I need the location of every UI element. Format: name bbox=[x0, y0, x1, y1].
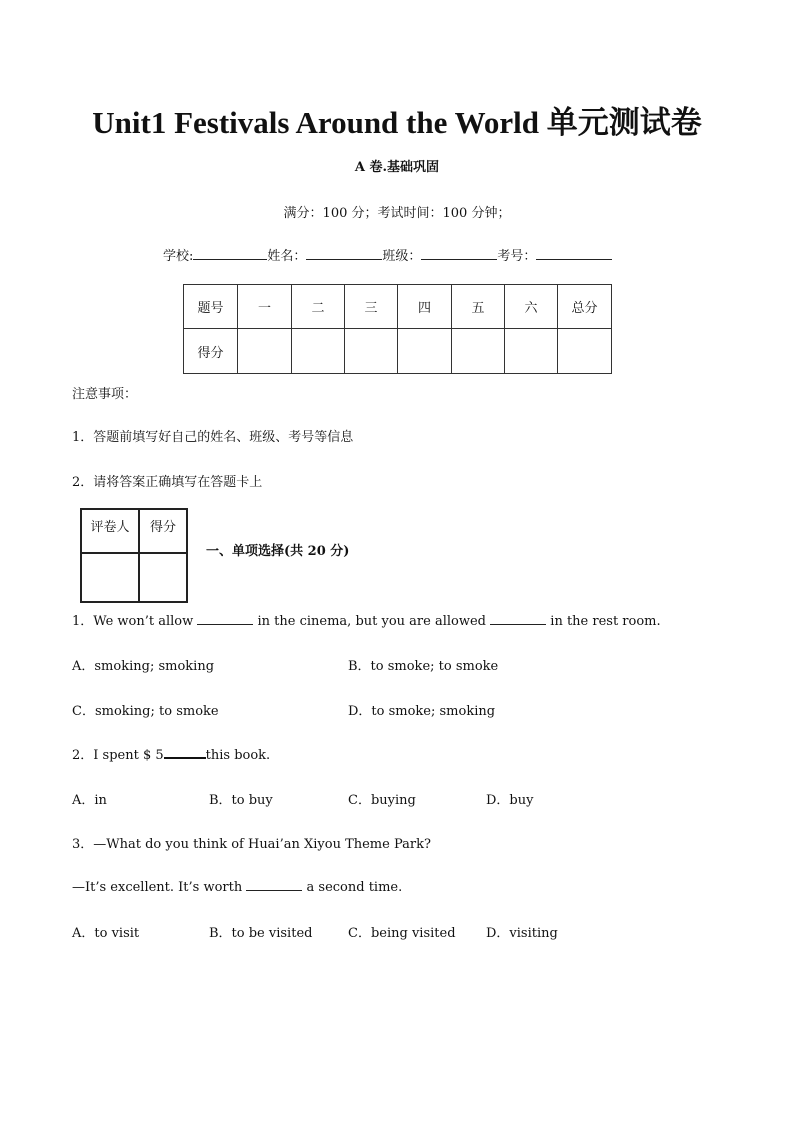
score-header-cell: 四 bbox=[398, 285, 452, 329]
option-d[interactable]: D．visiting bbox=[486, 926, 558, 941]
notice-item: 1．答题前填写好自己的姓名、班级、考号等信息 bbox=[72, 430, 354, 445]
class-label: 班级： bbox=[382, 249, 422, 264]
question-text: in the cinema, but you are allowed bbox=[257, 614, 486, 629]
option-c[interactable]: C．smoking; to smoke bbox=[72, 704, 219, 719]
score-cell[interactable] bbox=[345, 329, 398, 374]
answer-blank[interactable] bbox=[246, 878, 302, 891]
notice-heading: 注意事项： bbox=[72, 387, 138, 402]
class-blank bbox=[421, 245, 497, 260]
exam-meta: 满分：100 分；考试时间：100 分钟； bbox=[283, 206, 511, 221]
score-cell[interactable] bbox=[292, 329, 345, 374]
question-3-response bbox=[72, 878, 402, 895]
section-title: 一、单项选择(共 20 分) bbox=[206, 544, 350, 559]
answer-blank[interactable] bbox=[164, 745, 206, 759]
score-cell[interactable] bbox=[558, 329, 612, 374]
option-b[interactable]: B．to buy bbox=[209, 793, 273, 808]
score-cell[interactable] bbox=[505, 329, 558, 374]
score-table bbox=[183, 284, 612, 374]
option-d[interactable]: D．buy bbox=[486, 793, 534, 808]
question-text: this book. bbox=[205, 748, 271, 763]
option-d[interactable]: D．to smoke; smoking bbox=[348, 704, 496, 719]
question-text: 1．We won’t allow bbox=[72, 614, 194, 629]
option-c[interactable]: C．buying bbox=[348, 793, 416, 808]
option-a[interactable]: A．in bbox=[72, 793, 107, 808]
score-row-label: 得分 bbox=[184, 329, 238, 374]
name-blank bbox=[306, 245, 382, 260]
score-header-cell: 一 bbox=[238, 285, 292, 329]
answer-blank[interactable] bbox=[197, 612, 253, 625]
score-header-cell: 六 bbox=[505, 285, 558, 329]
question-2 bbox=[72, 744, 270, 763]
score-header-cell: 二 bbox=[292, 285, 345, 329]
score-header-cell: 总分 bbox=[558, 285, 612, 329]
option-a[interactable]: A．smoking; smoking bbox=[72, 659, 215, 674]
option-b[interactable]: B．to be visited bbox=[209, 926, 313, 941]
score-cell[interactable] bbox=[238, 329, 292, 374]
option-c[interactable]: C．being visited bbox=[348, 926, 456, 941]
score-cell[interactable] bbox=[452, 329, 505, 374]
page-subtitle: A 卷.基础巩固 bbox=[354, 160, 440, 175]
grader-table bbox=[80, 508, 188, 603]
number-label: 考号： bbox=[497, 249, 537, 264]
question-text: —It’s excellent. It’s worth bbox=[72, 880, 243, 895]
score-header-cell: 五 bbox=[452, 285, 505, 329]
school-label: 学校: bbox=[163, 249, 194, 264]
grader-score-label: 得分 bbox=[139, 509, 187, 553]
score-cell[interactable] bbox=[398, 329, 452, 374]
question-text: a second time. bbox=[306, 880, 403, 895]
option-a[interactable]: A．to visit bbox=[72, 926, 140, 941]
score-table-header-row bbox=[184, 285, 612, 329]
question-3: 3．—What do you think of Huai’an Xiyou Theme Park? bbox=[72, 837, 431, 852]
question-1 bbox=[72, 610, 661, 629]
student-info-row bbox=[163, 245, 612, 264]
score-header-cell: 题号 bbox=[184, 285, 238, 329]
name-label: 姓名： bbox=[267, 249, 307, 264]
option-b[interactable]: B．to smoke; to smoke bbox=[348, 659, 499, 674]
score-header-cell: 三 bbox=[345, 285, 398, 329]
answer-blank[interactable] bbox=[490, 612, 546, 625]
grader-score-cell[interactable] bbox=[139, 553, 187, 602]
score-table-score-row bbox=[184, 329, 612, 374]
question-text: in the rest room. bbox=[550, 614, 661, 629]
question-text: 2．I spent $ 5 bbox=[72, 748, 164, 763]
grader-name-cell[interactable] bbox=[81, 553, 139, 602]
number-blank bbox=[536, 245, 612, 260]
grader-label: 评卷人 bbox=[81, 509, 139, 553]
notice-item: 2．请将答案正确填写在答题卡上 bbox=[72, 475, 263, 490]
page-title: Unit1 Festivals Around the World 单元测试卷 bbox=[92, 105, 702, 140]
school-blank bbox=[193, 245, 267, 260]
